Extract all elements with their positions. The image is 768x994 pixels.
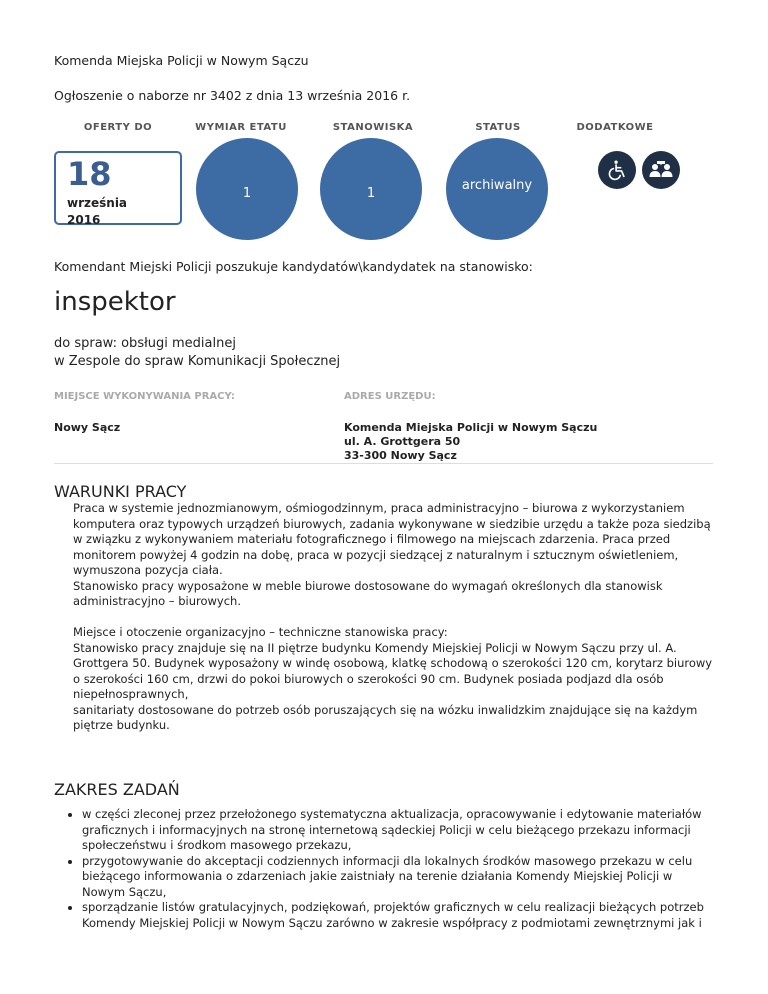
conversation-icon [642,151,680,189]
label-offers-until: OFERTY DO [83,122,153,133]
list-item: • w części zleconej przez przełożonego systematyczna aktualizacja, opracowywanie i edytowanie materiałów graficznych i informacyjnych na stronę internetową sądeckiej Policji w celu bieżącego przekazu informacji społeczeństwu i środkom masowego przekazu, [82,807,704,854]
position-department: do spraw: obsługi medialnej [54,336,236,351]
date-year: 2016 [67,213,101,227]
list-item: • sporządzanie listów gratulacyjnych, podziękowań, projektów graficznych w celu realizacji bieżących potrzeb Komendy Miejskiej Policji w Nowym Sączu zarówno w zakresie współpracy z podmiotami zewnętrznymi jak i [82,900,704,931]
tasks-list [62,807,704,931]
label-work-time: WYMIAR ETATU [195,122,287,133]
offers-until-date-box [54,151,182,225]
announcement-title: Ogłoszenie o naborze nr 3402 z dnia 13 września 2016 r. [54,88,411,103]
work-time-value: 1 [242,186,252,201]
address-value: Komenda Miejska Policji w Nowym Sączu ul. A. Grottgera 50 33-300 Nowy Sącz [344,421,598,462]
unit-name: Komenda Miejska Policji w Nowym Sączu [54,53,309,68]
status-value: archiwalny [461,178,533,193]
positions-circle [320,138,422,240]
place-value: Nowy Sącz [54,421,121,434]
date-month: września [67,196,128,210]
conditions-environment-text: Miejsce i otoczenie organizacyjno – techniczne stanowiska pracy: Stanowisko pracy znajduje się na II piętrze budynku Komendy Miejskiej Policji w Nowym Sączu przy ul. A. Grottgera 50. Budynek wyposażony w windę osobową, klatkę schodową o szerokości 120 cm, korytarz biurowy o szerokości 160 cm, drzwi do pokoi biurowych o szerokości 90 cm. Budynek posiada podjazd dla osób niepełnosprawnych, sanitariaty dostosowane do potrzeb osób poruszających się na wózku inwalidzkim znajdujące się na każdym piętrze budynku. [73,625,713,732]
label-extra: DODATKOWE [576,122,654,133]
conditions-title: WARUNKI PRACY [54,482,187,501]
work-time-circle [196,138,298,240]
positions-value: 1 [366,186,376,201]
divider [54,463,713,464]
label-positions: STANOWISKA [332,122,414,133]
position-unit: w Zespole do spraw Komunikacji Społecznej [54,354,341,369]
list-item: • przygotowywanie do akceptacji codziennych informacji dla lokalnych środków masowego przekazu w celu bieżącego informowania o zdarzeniach jakie zaistniały na terenie działania Komendy Miejskiej Policji w Nowym Sączu, [82,854,704,901]
address-label: ADRES URZĘDU: [344,391,436,402]
tasks-title: ZAKRES ZADAŃ [54,780,180,799]
conditions-text: Praca w systemie jednozmianowym, ośmiogodzinnym, praca administracyjno – biurowa z wykorzystaniem komputera oraz typowych urządzeń biurowych, zadania wykonywane w siedzibie urzędu a także poza siedzibą w związku z wykonywaniem materiału fotograficznego i filmowego na miejscach zdarzenia. Praca przed monitorem powyżej 4 godzin na dobę, praca w pozycji siedzącej z naturalnym i sztucznym oświetleniem, wymuszona pozycja ciała. Stanowisko pracy wyposażone w meble biurowe dostosowane do wymagań określonych dla stanowisk administracyjno – biurowych. [73,501,711,608]
status-circle [446,138,548,240]
place-label: MIEJSCE WYKONYWANIA PRACY: [54,391,235,402]
intro-text: Komendant Miejski Policji poszukuje kandydatów\kandydatek na stanowisko: [54,259,533,274]
label-status: STATUS [475,122,521,133]
date-day: 18 [67,155,112,193]
wheelchair-icon [598,151,636,189]
position-title: inspektor [54,287,176,317]
